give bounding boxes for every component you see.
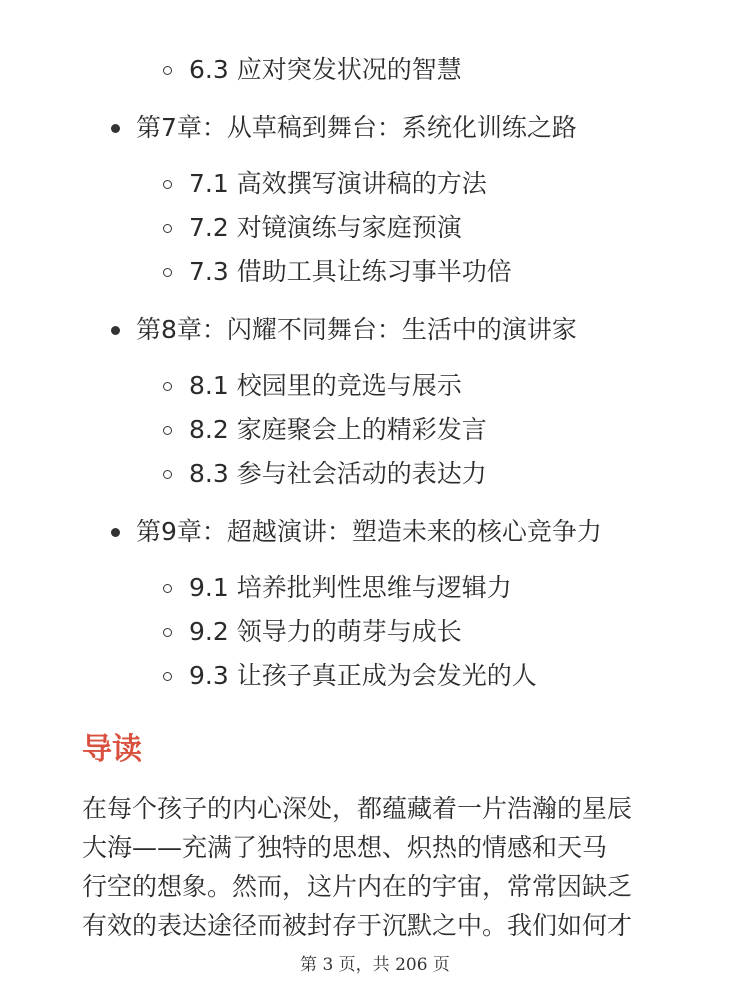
toc-section-7-1[interactable]: 7.1 高效撰写演讲稿的方法 [189, 169, 487, 198]
intro-heading: 导读 [82, 732, 142, 767]
toc-section-9-3[interactable]: 9.3 让孩子真正成为会发光的人 [189, 661, 537, 690]
hollow-bullet-icon [163, 268, 172, 277]
toc-section-9-1[interactable]: 9.1 培养批判性思维与逻辑力 [189, 573, 512, 602]
toc-section-7-3[interactable]: 7.3 借助工具让练习事半功倍 [189, 257, 512, 286]
hollow-bullet-icon [163, 470, 172, 479]
intro-line: 有效的表达途径而被封存于沉默之中。我们如何才 [82, 911, 633, 940]
intro-paragraph [82, 789, 682, 945]
intro-line: 行空的想象。然而，这片内在的宇宙，常常因缺乏 [82, 872, 633, 901]
hollow-bullet-icon [163, 224, 172, 233]
intro-line: 大海——充满了独特的思想、炽热的情感和天马 [82, 833, 608, 862]
toc-section-8-3[interactable]: 8.3 参与社会活动的表达力 [189, 459, 487, 488]
toc-section-6-3[interactable]: 6.3 应对突发状况的智慧 [189, 55, 462, 84]
hollow-bullet-icon [163, 180, 172, 189]
page-number-footer: 第 3 页，共 206 页 [300, 955, 450, 975]
hollow-bullet-icon [163, 672, 172, 681]
toc-chapter-7[interactable]: 第7章：从草稿到舞台：系统化训练之路 [136, 113, 577, 142]
hollow-bullet-icon [163, 426, 172, 435]
toc-section-7-2[interactable]: 7.2 对镜演练与家庭预演 [189, 213, 462, 242]
toc-section-9-2[interactable]: 9.2 领导力的萌芽与成长 [189, 617, 462, 646]
hollow-bullet-icon [163, 66, 172, 75]
filled-bullet-icon [111, 326, 120, 335]
intro-line: 在每个孩子的内心深处，都蕴藏着一片浩瀚的星辰 [82, 794, 633, 823]
toc-section-8-2[interactable]: 8.2 家庭聚会上的精彩发言 [189, 415, 487, 444]
filled-bullet-icon [111, 124, 120, 133]
hollow-bullet-icon [163, 628, 172, 637]
toc-chapter-9[interactable]: 第9章：超越演讲：塑造未来的核心竞争力 [136, 517, 602, 546]
filled-bullet-icon [111, 528, 120, 537]
hollow-bullet-icon [163, 382, 172, 391]
hollow-bullet-icon [163, 584, 172, 593]
toc-section-8-1[interactable]: 8.1 校园里的竞选与展示 [189, 371, 462, 400]
toc-chapter-8[interactable]: 第8章：闪耀不同舞台：生活中的演讲家 [136, 315, 577, 344]
